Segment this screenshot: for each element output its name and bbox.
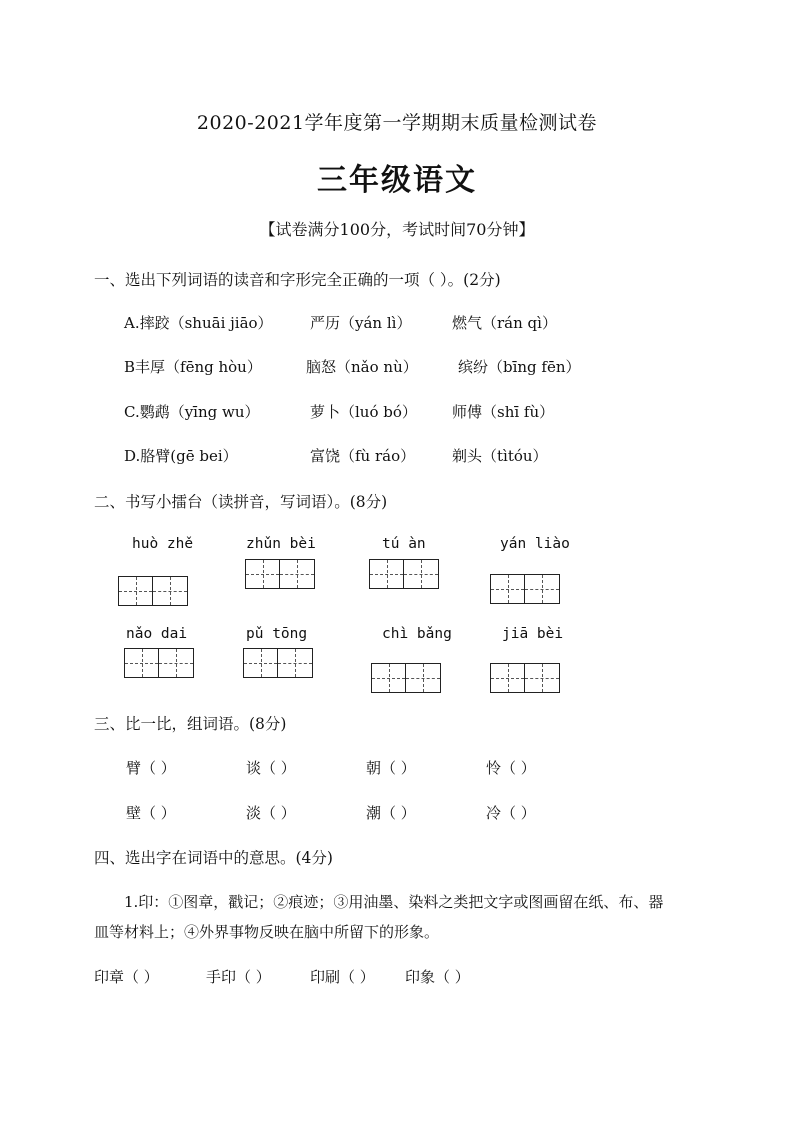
q1-option-b3: 缤纷（bīng fēn） bbox=[458, 358, 581, 376]
writing-grid-4[interactable] bbox=[490, 574, 560, 604]
q3-heading: 三、比一比，组词语。(8分) bbox=[94, 715, 287, 733]
q1-option-b2: 脑怒（nǎo nù） bbox=[306, 358, 418, 376]
exam-note: 【试卷满分100分，考试时间70分钟】 bbox=[259, 220, 535, 239]
q1-option-c1: C.鹦鹉（yīng wu） bbox=[124, 403, 260, 421]
writing-grid-7[interactable] bbox=[371, 663, 441, 693]
q1-option-a1: A.摔跤（shuāi jiāo） bbox=[124, 314, 273, 332]
pinyin-3: tú àn bbox=[382, 536, 426, 552]
q1-option-c3: 师傅（shī fù） bbox=[452, 403, 555, 421]
q1-option-d1: D.胳臂(gē bei） bbox=[124, 447, 238, 465]
q2-heading: 二、书写小擂台（读拼音，写词语）。(8分) bbox=[94, 493, 388, 511]
writing-grid-8[interactable] bbox=[490, 663, 560, 693]
pinyin-7: chì bǎng bbox=[382, 626, 452, 642]
q3-item-6[interactable]: 淡（ ） bbox=[246, 804, 296, 822]
q4-definition-line1: 1.印：①图章，戳记；②痕迹；③用油墨、染料之类把文字或图画留在纸、布、器 bbox=[124, 893, 664, 911]
q1-heading: 一、选出下列词语的读音和字形完全正确的一项（ ）。(2分) bbox=[94, 271, 501, 289]
pinyin-2: zhǔn bèi bbox=[246, 536, 316, 552]
q1-option-d3: 剃头（tìtóu） bbox=[452, 447, 548, 465]
q3-item-8[interactable]: 冷（ ） bbox=[486, 804, 536, 822]
q4-answer-2[interactable]: 手印（ ） bbox=[206, 968, 271, 986]
pinyin-8: jiā bèi bbox=[502, 626, 564, 642]
q3-item-3[interactable]: 朝（ ） bbox=[366, 759, 416, 777]
exam-title: 2020-2021学年度第一学期期末质量检测试卷 bbox=[196, 112, 598, 134]
writing-grid-1[interactable] bbox=[118, 576, 188, 606]
q3-item-7[interactable]: 潮（ ） bbox=[366, 804, 416, 822]
q1-option-b1: B丰厚（fēng hòu） bbox=[124, 358, 262, 376]
q4-heading: 四、选出字在词语中的意思。(4分) bbox=[94, 849, 333, 867]
q1-option-a2: 严历（yán lì） bbox=[310, 314, 412, 332]
q3-item-4[interactable]: 怜（ ） bbox=[486, 759, 536, 777]
pinyin-4: yán liào bbox=[500, 536, 570, 552]
q4-definition-line2: 皿等材料上；④外界事物反映在脑中所留下的形象。 bbox=[94, 923, 440, 941]
q4-answer-3[interactable]: 印刷（ ） bbox=[310, 968, 375, 986]
writing-grid-5[interactable] bbox=[124, 648, 194, 678]
q3-item-2[interactable]: 谈（ ） bbox=[246, 759, 296, 777]
pinyin-6: pǔ tōng bbox=[246, 626, 308, 642]
q4-answer-4[interactable]: 印象（ ） bbox=[405, 968, 470, 986]
q1-option-d2: 富饶（fù ráo） bbox=[310, 447, 416, 465]
q3-item-1[interactable]: 臂（ ） bbox=[126, 759, 176, 777]
writing-grid-6[interactable] bbox=[243, 648, 313, 678]
pinyin-5: nǎo dai bbox=[126, 626, 188, 642]
q4-answer-1[interactable]: 印章（ ） bbox=[94, 968, 159, 986]
pinyin-1: huò zhě bbox=[132, 536, 194, 552]
writing-grid-2[interactable] bbox=[245, 559, 315, 589]
q1-option-a3: 燃气（rán qì） bbox=[452, 314, 557, 332]
q1-option-c2: 萝卜（luó bó） bbox=[310, 403, 417, 421]
writing-grid-3[interactable] bbox=[369, 559, 439, 589]
subject-title: 三年级语文 bbox=[317, 163, 477, 198]
q3-item-5[interactable]: 壁（ ） bbox=[126, 804, 176, 822]
